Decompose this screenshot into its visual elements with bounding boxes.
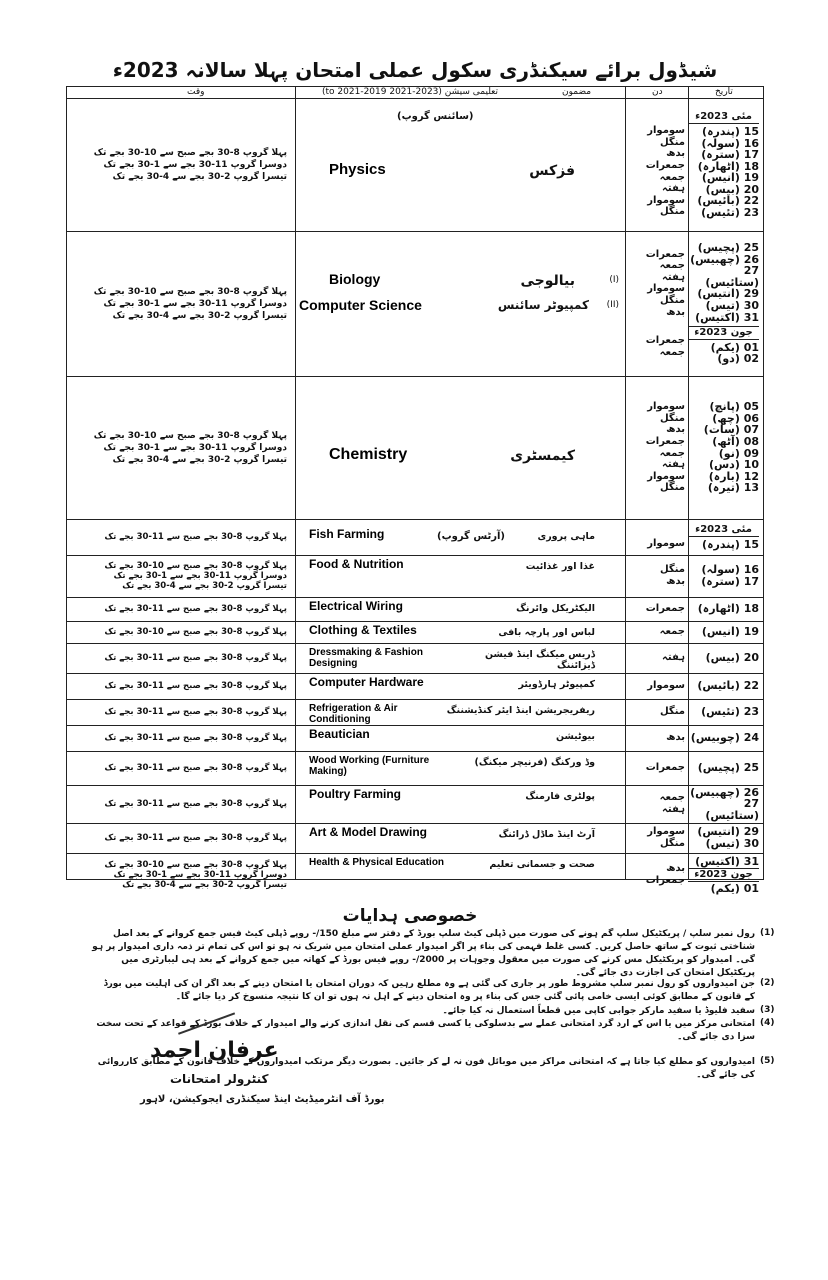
instruction-number: (4)	[760, 1018, 775, 1028]
date-cell	[688, 785, 763, 823]
subject-cell	[295, 99, 625, 231]
shift-text: پہلا گروپ 8-30 بجے صبح سے 10-30 بجے تک	[104, 860, 287, 870]
shift-text: پہلا گروپ 8-30 بجے صبح سے 10-30 بجے تک	[104, 627, 287, 637]
date-cell	[688, 376, 763, 519]
date-text: 26 (چھبیس)	[690, 785, 759, 799]
time-cell	[67, 99, 295, 231]
date-text: 27 (ستائیس)	[705, 797, 759, 822]
month-label: مئی 2023ء	[688, 111, 759, 124]
instruction-text: رول نمبر سلپ / پریکٹیکل سلپ گم ہونے کی صورت میں ڈپلی کیٹ سلپ بورڈ کے دفتر سے مبلغ 150/- روپے ڈپلی کیٹ فیس جمع کروانے کے بعد اصل شناختی ثبوت کے ساتھ حاصل کریں۔ کسی غلط فہمی کی بناء پر اگر امیدوار عملی امتحان میں شریک نہ ہو تو اس کی تمام تر ذمہ داری امیدوار پر ہو گی۔ امیدوار کو پریکٹیکل مس کرنے کی صورت میں معقول وجوہات پر 2000/- روپے فیس بورڈ کے کھاتہ میں جمع کروانے کے بعد ہی لیبارٹری میں پریکٹیکل امتحان کی اجازت دی جائے گی۔	[92, 929, 755, 978]
signature-designation: کنٹرولر امتحانات	[170, 1072, 269, 1086]
instruction-text: امیدواروں کو مطلع کیا جاتا ہے کہ امتحانی مراکز میں موبائل فون نہ لے کر جائیں۔ بصورت دیگر مرتکب امیدواروں کے خلاف قانون کے مطابق کارروائی کی جائے گی۔	[97, 1057, 755, 1080]
instruction-number: (1)	[760, 928, 775, 938]
day-text: سوموار	[647, 537, 685, 549]
date-text: 30 (تیس)	[705, 837, 759, 850]
date-cell	[688, 643, 763, 673]
day-text: منگل	[659, 412, 685, 424]
day-text: منگل	[659, 706, 685, 718]
time-cell	[67, 823, 295, 853]
date-text: 07 (سات)	[703, 423, 759, 437]
date-text: 25 (پچیس)	[697, 761, 759, 775]
shift-text: پہلا گروپ 8-30 بجے صبح سے 10-30 بجے تک	[93, 430, 287, 441]
date-text: 16 (سولہ)	[701, 136, 759, 150]
page-title: شیڈول برائے سیکنڈری سکول عملی امتحان پہلا سالانہ 2023ء	[112, 58, 718, 82]
subject-english-2: Computer Science	[299, 297, 422, 313]
day-text: جمعرات	[645, 875, 685, 886]
instruction-number: (3)	[760, 1005, 775, 1015]
day-text: منگل	[659, 206, 685, 218]
instruction-text: جن امیدواروں کو رول نمبر سلپ مشروط طور پر جاری کی گئی ہے وہ مطلع رہیں کہ دوران امتحان یا امتحان دینے کے بعد اگر ان کی اہلیت میں بورڈ کے قانون کے مطابق کوئی ایسی خامی پائی گئی جس کی بناء پر وہ امتحان دینے کے اہل نہ ہوں تو ان کا نتیجہ منسوخ کر دیا جائے گا۔	[103, 979, 755, 1002]
day-text: جمعہ	[659, 260, 685, 272]
date-text: 16 (سولہ)	[701, 563, 759, 577]
day-text: منگل	[659, 482, 685, 494]
day-cell	[625, 725, 688, 751]
shift-text: دوسرا گروپ 11-30 بجے سے 1-30 بجے تک	[103, 442, 287, 453]
date-text: 23 (تئیس)	[701, 705, 759, 719]
day-text: جمعرات	[645, 603, 685, 615]
subject-english: Physics	[329, 161, 386, 178]
subject-urdu: آرٹ اینڈ ماڈل ڈرائنگ	[498, 829, 595, 840]
date-text: 10 (دس)	[708, 458, 759, 472]
day-text: منگل	[659, 136, 685, 148]
subject-number: (II)	[606, 300, 619, 310]
shift-text: دوسرا گروپ 11-30 بجے سے 1-30 بجے تک	[113, 870, 287, 880]
day-cell	[625, 673, 688, 699]
date-cell	[688, 99, 763, 231]
time-cell	[67, 555, 295, 597]
date-text: 22 (بائیس)	[697, 194, 759, 208]
subject-urdu: کیمسٹری	[510, 448, 575, 464]
day-cell	[625, 823, 688, 853]
day-text: ہفتہ	[662, 271, 685, 283]
date-text: 26 (چھبیس)	[690, 252, 759, 266]
subject-english: Poultry Farming	[309, 787, 402, 801]
time-cell	[67, 751, 295, 785]
subject-urdu: صحت و جسمانی تعلیم	[489, 859, 595, 870]
subject-cell	[295, 555, 625, 597]
header-date: تاریخ	[715, 87, 733, 97]
subject-urdu: بیالوجی	[520, 273, 575, 289]
date-cell	[688, 555, 763, 597]
subject-english: Food & Nutrition	[309, 557, 404, 571]
subject-urdu: ریفریجریشن اینڈ ایئر کنڈیشننگ	[446, 705, 595, 716]
subject-english: Art & Model Drawing	[309, 825, 428, 839]
subject-english: Biology	[329, 271, 381, 287]
date-cell	[688, 725, 763, 751]
shift-text: پہلا گروپ 8-30 بجے صبح سے 10-30 بجے تک	[104, 561, 287, 571]
subject-urdu-2: کمپیوٹر سائنس	[497, 298, 589, 312]
date-text: 09 (نو)	[718, 446, 759, 460]
time-cell	[67, 231, 295, 376]
day-text: جمعہ	[659, 792, 685, 804]
date-text: 20 (بیس)	[705, 182, 759, 196]
day-text: بدھ	[666, 863, 685, 875]
date-text: 29 (انتیس)	[697, 825, 759, 839]
day-text: سوموار	[647, 125, 685, 137]
day-text: سوموار	[647, 680, 685, 692]
date-text: 01 (یکم)	[710, 340, 759, 354]
day-text: ہفتہ	[662, 459, 685, 471]
subject-urdu: کمپیوٹر ہارڈویئر	[518, 679, 595, 690]
time-cell	[67, 699, 295, 725]
date-text: 24 (چوبیس)	[690, 731, 759, 745]
date-cell	[688, 673, 763, 699]
subject-english: Fish Farming	[309, 527, 385, 541]
schedule-table	[66, 86, 764, 895]
subject-urdu: بیوٹیشن	[555, 731, 595, 742]
instruction-text: سفید فلیوڈ یا سفید مارکر جوابی کاپی میں قطعاً استعمال نہ کیا جائے۔	[442, 1006, 755, 1016]
header-session: تعلیمی سیشن (2023-2021 to 2021-2019)	[322, 87, 499, 97]
day-text: سوموار	[647, 194, 685, 206]
day-cell	[625, 853, 688, 897]
day-cell	[625, 376, 688, 519]
date-cell	[688, 699, 763, 725]
month-label: جون 2023ء	[688, 326, 759, 340]
subject-cell	[295, 231, 625, 376]
instruction-number: (5)	[760, 1056, 775, 1066]
day-text: بدھ	[666, 576, 685, 587]
day-cell	[625, 699, 688, 725]
time-cell	[67, 597, 295, 621]
subject-english: Chemistry	[329, 446, 408, 463]
shift-text: تیسرا گروپ 2-30 بجے سے 4-30 بجے تک	[122, 581, 287, 591]
shift-text: پہلا گروپ 8-30 بجے صبح سے 11-30 بجے تک	[104, 733, 287, 743]
day-text: جمعرات	[645, 248, 685, 260]
arts-group-label: (آرٹس گروپ)	[437, 531, 505, 542]
time-cell	[67, 519, 295, 555]
day-text: بدھ	[666, 732, 685, 744]
shift-text: پہلا گروپ 8-30 بجے صبح سے 11-30 بجے تک	[104, 833, 287, 843]
day-text: ہفتہ	[662, 183, 685, 195]
spacer	[625, 112, 685, 125]
date-text: 25 (پچیس)	[697, 241, 759, 255]
subject-cell	[295, 673, 625, 699]
day-cell	[625, 785, 688, 823]
day-text: بدھ	[666, 424, 685, 436]
shift-text: دوسرا گروپ 11-30 بجے سے 1-30 بجے تک	[113, 571, 287, 581]
day-text: جمعرات	[645, 335, 685, 347]
date-text: 22 (بائیس)	[697, 679, 759, 693]
instruction-number: (2)	[760, 978, 775, 988]
science-group-label: (سائنس گروپ)	[397, 111, 474, 122]
subject-english: Dressmaking & Fashion Designing	[309, 647, 423, 669]
date-text: 08 (آٹھ)	[712, 434, 759, 448]
date-text: 17 (سترہ)	[701, 148, 759, 162]
date-text: 17 (سترہ)	[701, 575, 759, 588]
subject-cell	[295, 751, 625, 785]
day-text: جمعہ	[659, 346, 685, 358]
day-text: ہفتہ	[662, 804, 685, 815]
subject-english: Health & Physical Education	[309, 857, 445, 868]
header-day: دن	[652, 87, 663, 97]
spacer	[625, 525, 685, 538]
time-cell	[67, 673, 295, 699]
subject-english: Clothing & Textiles	[309, 623, 417, 637]
date-text: 23 (تئیس)	[701, 206, 759, 220]
shift-text: پہلا گروپ 8-30 بجے صبح سے 11-30 بجے تک	[104, 707, 287, 717]
signature-board: بورڈ آف انٹرمیڈیٹ اینڈ سیکنڈری ایجوکیشن، لاہور	[140, 1094, 385, 1105]
day-text: منگل	[659, 838, 685, 849]
subject-cell	[295, 853, 625, 897]
date-cell	[688, 231, 763, 376]
date-cell	[688, 621, 763, 643]
subject-urdu: الیکٹریکل وائرنگ	[516, 603, 595, 614]
day-cell	[625, 99, 688, 231]
date-text: 06 (چھ)	[712, 411, 759, 425]
subject-english: Computer Hardware	[309, 675, 424, 689]
day-text: جمعہ	[659, 626, 685, 638]
date-text: 27 (ستائیس)	[705, 264, 759, 289]
time-cell	[67, 853, 295, 897]
date-text: 15 (پندرہ)	[702, 124, 759, 138]
date-text: 30 (تیس)	[705, 299, 759, 312]
month-label: مئی 2023ء	[688, 524, 759, 537]
time-cell	[67, 725, 295, 751]
subject-english: Wood Working (Furniture Making)	[309, 755, 430, 777]
time-cell	[67, 621, 295, 643]
day-text: جمعہ	[659, 447, 685, 459]
day-text: بدھ	[666, 148, 685, 160]
date-text: 02 (دو)	[717, 352, 759, 366]
subject-cell	[295, 699, 625, 725]
day-text: سوموار	[647, 283, 685, 295]
day-text: جمعرات	[645, 762, 685, 774]
date-cell	[688, 519, 763, 555]
date-cell	[688, 751, 763, 785]
subject-cell	[295, 597, 625, 621]
date-text: 20 (بیس)	[705, 651, 759, 665]
subject-cell	[295, 725, 625, 751]
shift-text: تیسرا گروپ 2-30 بجے سے 4-30 بجے تک	[112, 454, 287, 465]
subject-english: Refrigeration & Air Conditioning	[309, 703, 398, 725]
shift-text: تیسرا گروپ 2-30 بجے سے 4-30 بجے تک	[112, 172, 287, 182]
day-text: جمعرات	[645, 435, 685, 447]
shift-text: تیسرا گروپ 2-30 بجے سے 4-30 بجے تک	[112, 310, 287, 321]
subject-urdu: غذا اور غذائیت	[525, 561, 595, 572]
subject-urdu: لباس اور پارچہ بافی	[498, 627, 595, 638]
day-text: منگل	[659, 295, 685, 306]
day-cell	[625, 621, 688, 643]
subject-english: Electrical Wiring	[309, 599, 403, 613]
shift-text: دوسرا گروپ 11-30 بجے سے 1-30 بجے تک	[103, 160, 287, 170]
spacer	[625, 318, 685, 335]
day-text: سوموار	[647, 470, 685, 482]
date-text: 31 (اکتیس)	[695, 854, 759, 868]
date-text: 18 (اٹھارہ)	[697, 159, 759, 173]
signature-name: عرفان احمد	[150, 1038, 279, 1063]
shift-text: پہلا گروپ 8-30 بجے صبح سے 11-30 بجے تک	[104, 763, 287, 773]
subject-cell	[295, 621, 625, 643]
shift-text: دوسرا گروپ 11-30 بجے سے 1-30 بجے تک	[103, 298, 287, 309]
date-text: 31 (اکتیس)	[695, 310, 759, 324]
day-text: سوموار	[647, 826, 685, 838]
day-text: منگل	[659, 564, 685, 576]
day-cell	[625, 519, 688, 555]
time-cell	[67, 376, 295, 519]
day-cell	[625, 231, 688, 376]
day-text: سوموار	[647, 401, 685, 413]
subject-urdu: فزکس	[529, 163, 575, 179]
date-cell	[688, 823, 763, 853]
subject-cell	[295, 519, 625, 555]
day-cell	[625, 555, 688, 597]
day-text: جمعہ	[659, 171, 685, 183]
subject-urdu: ماہی پروری	[537, 531, 595, 542]
subject-cell	[295, 785, 625, 823]
shift-text: پہلا گروپ 8-30 بجے صبح سے 10-30 بجے تک	[93, 286, 287, 297]
date-text: 15 (پندرہ)	[702, 537, 759, 551]
date-text: 29 (انتیس)	[697, 287, 759, 301]
date-cell	[688, 597, 763, 621]
shift-text: پہلا گروپ 8-30 بجے صبح سے 11-30 بجے تک	[104, 532, 287, 542]
day-text: بدھ	[666, 306, 685, 318]
date-text: 18 (اٹھارہ)	[697, 602, 759, 616]
subject-number: (I)	[609, 275, 619, 285]
shift-text: پہلا گروپ 8-30 بجے صبح سے 11-30 بجے تک	[104, 604, 287, 614]
instructions-title: خصوصی ہدایات	[342, 906, 478, 926]
header-subject: مضمون	[562, 87, 592, 97]
date-text: 12 (بارہ)	[708, 469, 759, 483]
header-time: وقت	[187, 87, 205, 97]
date-text: 05 (پانچ)	[709, 400, 759, 414]
subject-cell	[295, 643, 625, 673]
day-cell	[625, 597, 688, 621]
subject-english: Beautician	[309, 727, 370, 741]
time-cell	[67, 643, 295, 673]
day-text: جمعرات	[645, 159, 685, 171]
subject-urdu: ڈریس میکنگ اینڈ فیشن ڈیزائننگ	[484, 649, 595, 671]
month-label: جون 2023ء	[688, 868, 759, 882]
time-cell	[67, 785, 295, 823]
shift-text: پہلا گروپ 8-30 بجے صبح سے 11-30 بجے تک	[104, 799, 287, 809]
shift-text: پہلا گروپ 8-30 بجے صبح سے 11-30 بجے تک	[104, 681, 287, 691]
date-text: 19 (انیس)	[701, 625, 759, 639]
day-cell	[625, 751, 688, 785]
instruction-text: امتحانی مرکز میں یا اس کے ارد گرد امتحانی عملے سے بدسلوکی یا کسی قسم کی نقل اندازی کرنے والے امیدوار کے خلاف بورڈ کے قواعد کے تحت سخت سزا دی جائے گی۔	[96, 1019, 755, 1042]
subject-cell	[295, 376, 625, 519]
subject-urdu: وڈ ورکنگ (فرنیچر میکنگ)	[474, 757, 595, 768]
subject-urdu: پولٹری فارمنگ	[525, 791, 595, 802]
day-cell	[625, 643, 688, 673]
date-text: 13 (تیرہ)	[707, 481, 759, 495]
day-text: ہفتہ	[662, 652, 685, 664]
shift-text: پہلا گروپ 8-30 بجے صبح سے 10-30 بجے تک	[93, 148, 287, 158]
subject-cell	[295, 823, 625, 853]
shift-text: تیسرا گروپ 2-30 بجے سے 4-30 بجے تک	[122, 880, 287, 890]
date-cell	[688, 853, 763, 897]
date-text: 01 (یکم)	[710, 881, 759, 895]
shift-text: پہلا گروپ 8-30 بجے صبح سے 11-30 بجے تک	[104, 653, 287, 663]
date-text: 19 (انیس)	[701, 171, 759, 185]
